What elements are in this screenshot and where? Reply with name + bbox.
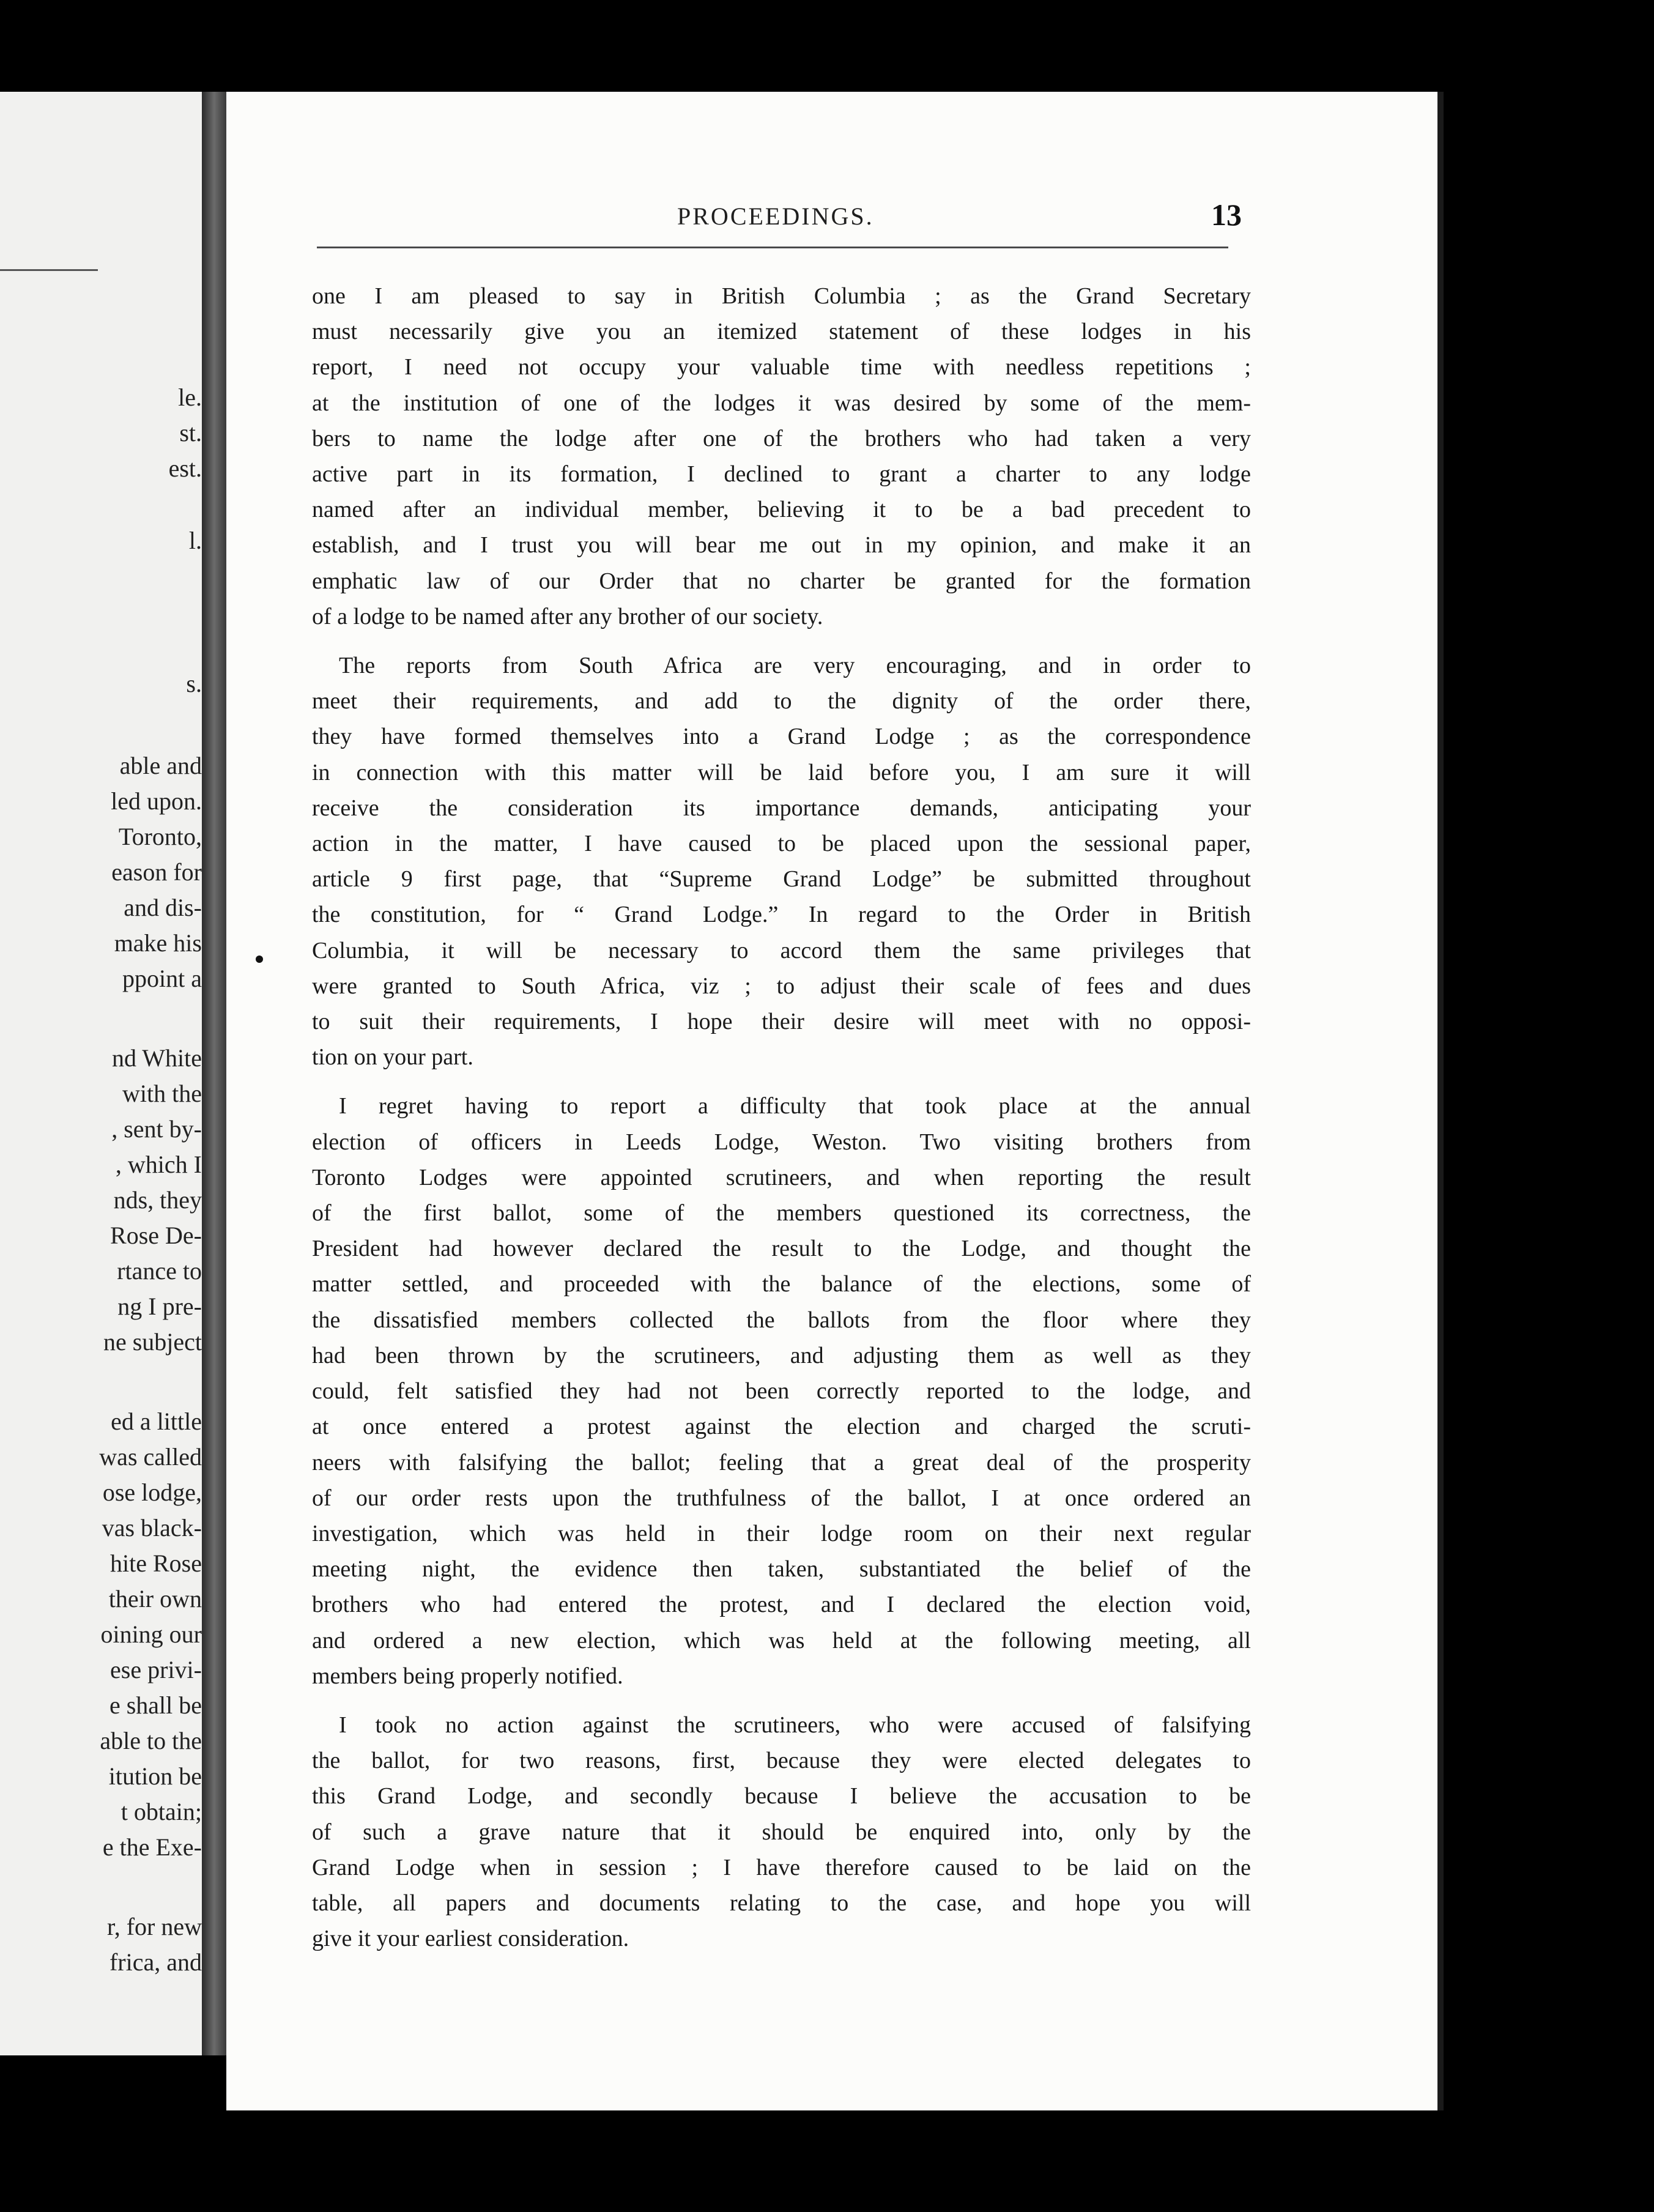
- previous-page-line: itution be: [108, 1762, 202, 1790]
- text-line: election of officers in Leeds Lodge, Weston. Two visiting brothers from: [312, 1129, 1251, 1155]
- previous-page-line: e shall be: [109, 1691, 202, 1719]
- previous-page-line: nd White: [111, 1044, 202, 1072]
- previous-page-line: Rose De-: [110, 1222, 202, 1249]
- text-line: could, felt satisfied they had not been correctly reported to the lodge, and: [312, 1378, 1251, 1405]
- text-line: establish, and I trust you will bear me out in my opinion, and make it an: [312, 532, 1251, 559]
- previous-page-line: their own: [108, 1585, 202, 1613]
- previous-page-line: ese privi-: [110, 1656, 202, 1683]
- text-line: receive the consideration its importance demands, anticipating your: [312, 795, 1251, 821]
- text-line: meet their requirements, and add to the dignity of the order there,: [312, 688, 1251, 714]
- previous-page-line: s.: [186, 670, 202, 697]
- previous-page-line: ed a little: [111, 1408, 202, 1435]
- previous-page-line: frica, and: [109, 1948, 202, 1976]
- body-text: [312, 278, 1251, 1970]
- text-line: table, all papers and documents relating to the case, and hope you will: [312, 1890, 1251, 1916]
- text-line: one I am pleased to say in British Columbia ; as the Grand Secretary: [312, 283, 1251, 309]
- paragraph: [312, 1088, 1251, 1693]
- text-line: neers with falsifying the ballot; feeling that a great deal of the prosperity: [312, 1449, 1251, 1475]
- previous-page-line: , which I: [115, 1151, 202, 1178]
- previous-page-line: and dis-: [124, 894, 202, 921]
- page-number: 13: [1211, 198, 1242, 232]
- text-line: Toronto Lodges were appointed scrutineers, and when reporting the result: [312, 1164, 1251, 1190]
- text-line: this Grand Lodge, and secondly because I believe the accusation to be: [312, 1783, 1251, 1809]
- text-line: give it your earliest consideration.: [312, 1926, 629, 1952]
- text-line: the constitution, for “ Grand Lodge.” In regard to the Order in British: [312, 902, 1251, 928]
- previous-page-rule: [0, 269, 98, 271]
- text-line: of the first ballot, some of the members questioned its correctness, the: [312, 1200, 1251, 1227]
- running-head: PROCEEDINGS.: [677, 202, 874, 230]
- previous-page-line: able to the: [100, 1727, 202, 1754]
- text-line: at the institution of one of the lodges it was desired by some of the mem-: [312, 390, 1251, 416]
- previous-page-line: make his: [114, 929, 202, 957]
- previous-page-line: t obtain;: [121, 1798, 202, 1825]
- text-line: report, I need not occupy your valuable time with needless repetitions ;: [312, 354, 1251, 380]
- previous-page-line: led upon.: [111, 787, 202, 815]
- previous-page-line: able and: [119, 752, 202, 779]
- previous-page-line: was called: [99, 1443, 202, 1471]
- text-line: brothers who had entered the protest, and I declared the election void,: [312, 1592, 1251, 1618]
- previous-page-line: rtance to: [117, 1257, 202, 1285]
- text-line: named after an individual member, believing it to be a bad precedent to: [312, 497, 1251, 523]
- previous-page-line: ppoint a: [122, 965, 202, 992]
- text-line: in connection with this matter will be laid before you, I am sure it will: [312, 759, 1251, 785]
- text-line: they have formed themselves into a Grand Lodge ; as the correspondence: [312, 724, 1251, 750]
- book-gutter: [202, 92, 226, 2055]
- text-line: emphatic law of our Order that no charter be granted for the formation: [312, 568, 1251, 594]
- text-line: President had however declared the result to the Lodge, and thought the: [312, 1236, 1251, 1262]
- previous-page-line: l.: [188, 527, 202, 554]
- previous-page-line: est.: [168, 455, 202, 482]
- text-line: matter settled, and proceeded with the balance of the elections, some of: [312, 1271, 1251, 1297]
- previous-page-line: le.: [178, 384, 202, 411]
- text-line: Columbia, it will be necessary to accord them the same privileges that: [312, 937, 1251, 963]
- previous-page-fragment: [0, 92, 202, 2055]
- text-line: members being properly notified.: [312, 1663, 623, 1689]
- text-line: of our order rests upon the truthfulness of the ballot, I at once ordered an: [312, 1485, 1251, 1511]
- previous-page-line: e the Exe-: [102, 1833, 202, 1861]
- header-rule: [317, 247, 1228, 248]
- text-line: Grand Lodge when in session ; I have therefore caused to be laid on the: [312, 1854, 1251, 1880]
- text-line: must necessarily give you an itemized statement of these lodges in his: [312, 319, 1251, 345]
- text-line: I regret having to report a difficulty that took place at the annual: [339, 1093, 1251, 1119]
- previous-page-line: with the: [122, 1080, 202, 1107]
- text-line: I took no action against the scrutineers, who were accused of falsifying: [339, 1712, 1251, 1738]
- text-line: The reports from South Africa are very encouraging, and in order to: [339, 653, 1251, 679]
- text-line: the dissatisfied members collected the ballots from the floor where they: [312, 1307, 1251, 1333]
- previous-page-line: oining our: [100, 1620, 202, 1648]
- previous-page-line: nds, they: [113, 1186, 202, 1214]
- text-line: at once entered a protest against the election and charged the scruti-: [312, 1414, 1251, 1440]
- previous-page-line: r, for new: [107, 1913, 202, 1940]
- text-line: of such a grave nature that it should be enquired into, only by the: [312, 1819, 1251, 1845]
- text-line: the ballot, for two reasons, first, because they were elected delegates to: [312, 1748, 1251, 1774]
- text-line: active part in its formation, I declined to grant a charter to any lodge: [312, 461, 1251, 488]
- text-line: investigation, which was held in their lodge room on their next regular: [312, 1520, 1251, 1546]
- previous-page-line: hite Rose: [110, 1550, 202, 1577]
- text-line: had been thrown by the scrutineers, and adjusting them as well as they: [312, 1342, 1251, 1368]
- paragraph: [312, 278, 1251, 634]
- previous-page-line: st.: [179, 419, 202, 447]
- previous-page-line: ose lodge,: [102, 1479, 202, 1506]
- text-line: to suit their requirements, I hope their desire will meet with no opposi-: [312, 1009, 1251, 1035]
- text-line: and ordered a new election, which was held at the following meeting, all: [312, 1627, 1251, 1653]
- previous-page-line: ne subject: [103, 1328, 202, 1356]
- previous-page-line: , sent by-: [111, 1115, 202, 1143]
- previous-page-line: vas black-: [102, 1514, 202, 1542]
- paragraph: [312, 1707, 1251, 1956]
- previous-page-line: ng I pre-: [117, 1293, 202, 1320]
- text-line: meeting night, the evidence then taken, substantiated the belief of the: [312, 1556, 1251, 1583]
- previous-page-line: Toronto,: [118, 823, 202, 850]
- text-line: action in the matter, I have caused to be placed upon the sessional paper,: [312, 831, 1251, 857]
- text-line: of a lodge to be named after any brother of our society.: [312, 603, 823, 629]
- text-line: were granted to South Africa, viz ; to adjust their scale of fees and dues: [312, 973, 1251, 999]
- paragraph: [312, 648, 1251, 1075]
- previous-page-line: eason for: [111, 858, 202, 886]
- text-line: bers to name the lodge after one of the brothers who had taken a very: [312, 425, 1251, 451]
- ink-speck: [256, 956, 263, 963]
- text-line: tion on your part.: [312, 1044, 473, 1071]
- text-line: article 9 first page, that “Supreme Grand Lodge” be submitted throughout: [312, 866, 1251, 893]
